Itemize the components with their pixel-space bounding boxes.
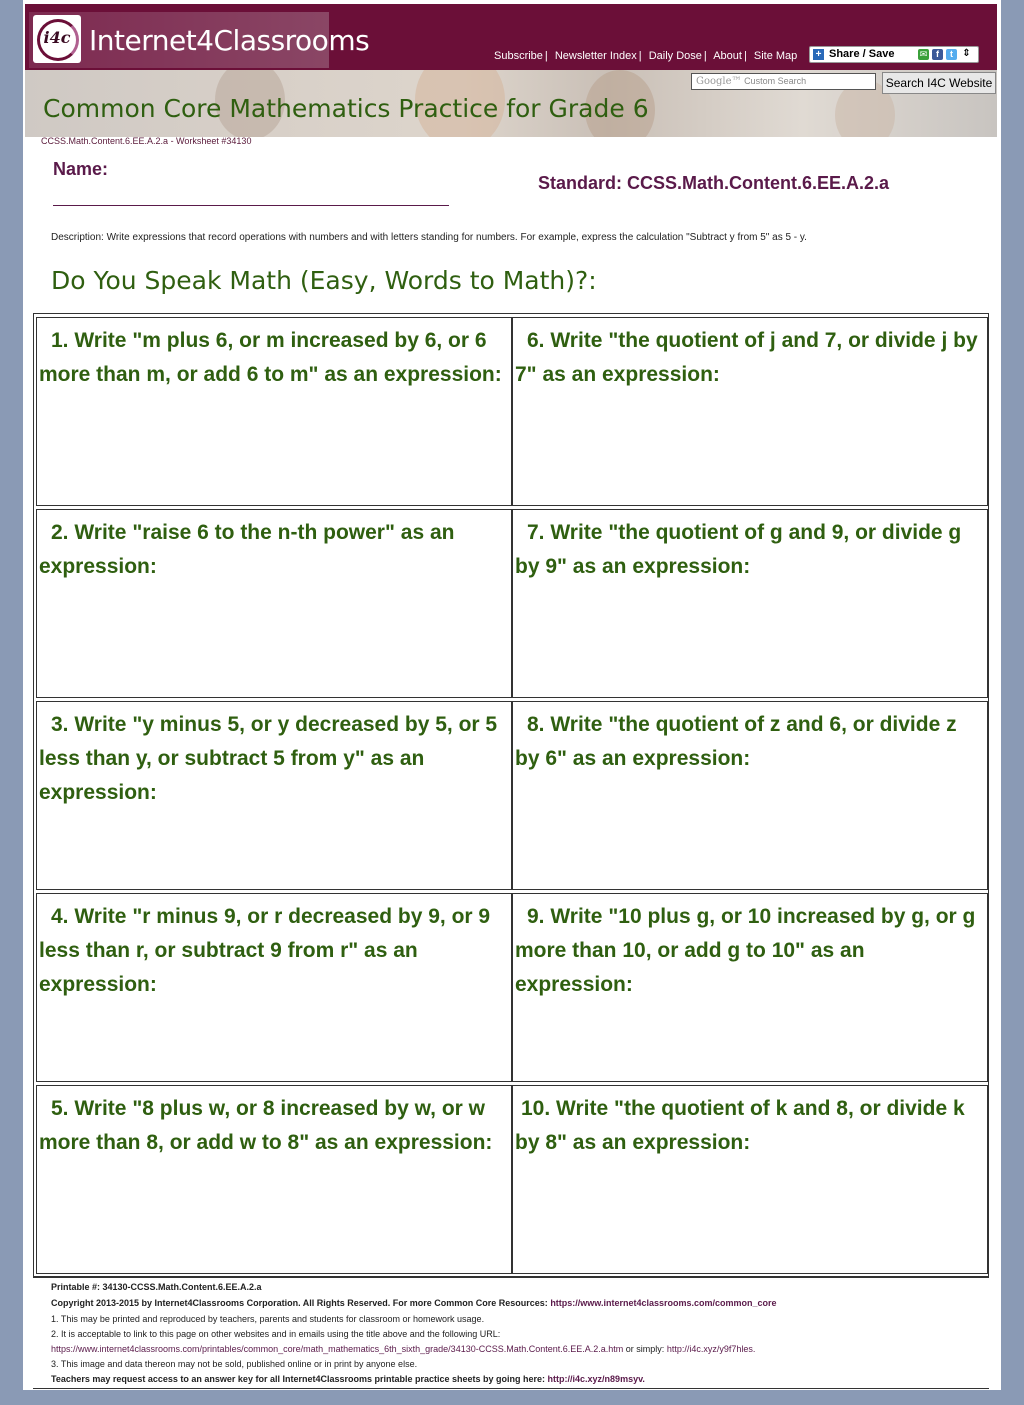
share-more-chevron-icon[interactable]: ⇕	[962, 48, 971, 59]
search-button[interactable]: Search I4C Website	[882, 72, 996, 94]
question-cell-4: 4. Write "r minus 9, or r decreased by 9, or 9 less than r, or subtract 9 from r" as an expression:	[36, 893, 512, 1082]
question-cell-7: 7. Write "the quotient of g and 9, or divide g by 9" as an expression:	[512, 509, 988, 698]
name-line	[53, 205, 449, 206]
answer-key-note: Teachers may request access to an answer key for all Internet4Classrooms printable practice sheets by going here: http://i4c.xyz/n89msyv.	[51, 1374, 645, 1384]
site-header	[25, 4, 997, 70]
printable-number: Printable #: 34130-CCSS.Math.Content.6.EE.A.2.a	[51, 1282, 262, 1292]
question-cell-3: 3. Write "y minus 5, or y decreased by 5, or 5 less than y, or subtract 5 from y" as an expression:	[36, 701, 512, 890]
question-cell-9: 9. Write "10 plus g, or 10 increased by g, or g more than 10, or add g to 10" as an expression:	[512, 893, 988, 1082]
nav-about[interactable]: About	[713, 50, 742, 62]
standard-label: Standard: CCSS.Math.Content.6.EE.A.2.a	[538, 173, 890, 193]
share-email-icon[interactable]: ✉	[919, 49, 928, 59]
short-url-link[interactable]: http://i4c.xyz/y9f7hles.	[666, 1344, 756, 1354]
copyright: Copyright 2013-2015 by Internet4Classrooms Corporation. All Rights Reserved. For more Common Core Resources: https://www.internet4classrooms.com/common_core	[51, 1298, 777, 1308]
name-label: Name:	[53, 159, 109, 179]
section-title: Do You Speak Math (Easy, Words to Math)?:	[51, 266, 597, 295]
common-core-link[interactable]: https://www.internet4classrooms.com/common_core	[550, 1298, 777, 1308]
top-nav: Subscribe | Newsletter Index | Daily Dose | About | Site Map	[494, 50, 798, 62]
footer-note-2-urls: https://www.internet4classrooms.com/printables/common_core/math_mathematics_6th_sixth_grade/34130-CCSS.Math.Content.6.EE.A.2.a.htm or simply: http://i4c.xyz/y9f7hles.	[51, 1344, 756, 1354]
search-input[interactable]: Google™ Custom Search	[691, 73, 876, 90]
footer-note-3: 3. This image and data thereon may not be sold, published online or in print by anyone else.	[51, 1359, 418, 1369]
question-cell-1: 1. Write "m plus 6, or m increased by 6, or 6 more than m, or add 6 to m" as an expression:	[36, 317, 512, 506]
facebook-icon[interactable]: f	[932, 49, 943, 60]
question-cell-8: 8. Write "the quotient of z and 6, or divide z by 6" as an expression:	[512, 701, 988, 890]
logo-text: Internet4Classrooms	[89, 24, 370, 57]
nav-daily-dose[interactable]: Daily Dose	[648, 50, 702, 62]
breadcrumb: CCSS.Math.Content.6.EE.A.2.a - Worksheet #34130	[41, 136, 252, 146]
footer-note-2: 2. It is acceptable to link to this page on other websites and in emails using the title above and the following URL:	[51, 1329, 501, 1339]
nav-site-map[interactable]: Site Map	[753, 50, 798, 62]
share-save-button[interactable]: + Share / Save ✉ f t ⇕	[809, 46, 979, 63]
question-cell-10: 10. Write "the quotient of k and 8, or divide k by 8" as an expression:	[512, 1085, 988, 1274]
question-cell-5: 5. Write "8 plus w, or 8 increased by w, or w more than 8, or add w to 8" as an expression:	[36, 1085, 512, 1274]
answer-key-link[interactable]: http://i4c.xyz/n89msyv.	[547, 1374, 645, 1384]
question-cell-6: 6. Write "the quotient of j and 7, or divide j by 7" as an expression:	[512, 317, 988, 506]
nav-subscribe[interactable]: Subscribe	[494, 50, 543, 62]
worksheet-url-link[interactable]: https://www.internet4classrooms.com/printables/common_core/math_mathematics_6th_sixth_grade/34130-CCSS.Math.Content.6.EE.A.2.a.htm	[51, 1344, 624, 1354]
logo-mark-icon: i4c	[33, 15, 81, 63]
question-cell-2: 2. Write "raise 6 to the n-th power" as an expression:	[36, 509, 512, 698]
share-plus-icon: +	[813, 49, 824, 60]
page-title: Common Core Mathematics Practice for Grade 6	[43, 94, 649, 123]
questions-grid	[33, 313, 989, 1277]
nav-newsletter-index[interactable]: Newsletter Index	[554, 50, 637, 62]
twitter-icon[interactable]: t	[946, 49, 957, 60]
footer-note-1: 1. This may be printed and reproduced by teachers, parents and students for classroom or homework usage.	[51, 1314, 485, 1324]
site-logo[interactable]	[29, 12, 370, 68]
page	[23, 0, 1001, 1390]
description: Description: Write expressions that record operations with numbers and with letters standing for numbers. For example, express the calculation "Subtract y from 5" as 5 - y.	[51, 232, 807, 243]
footer	[33, 1277, 989, 1389]
banner	[25, 70, 997, 137]
